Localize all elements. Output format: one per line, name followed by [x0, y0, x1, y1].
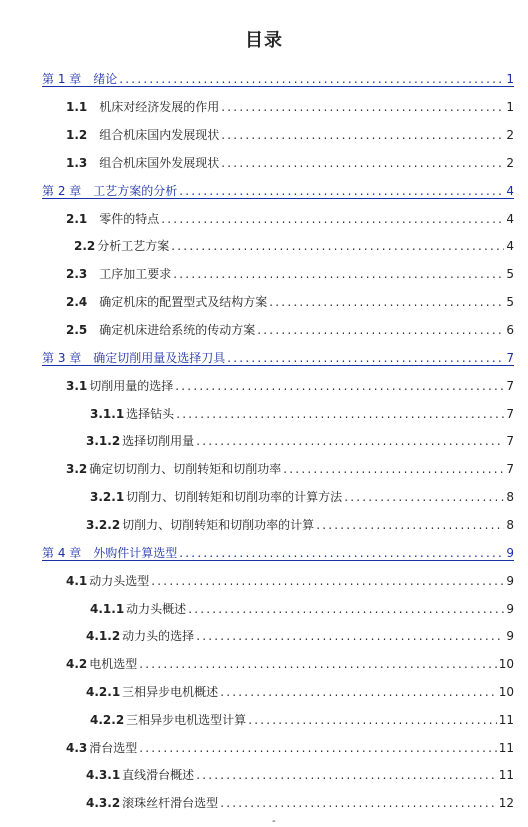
toc-page-number: 4	[506, 239, 514, 253]
toc-entry-title: 确定机床的配置型式及结构方案	[99, 295, 268, 309]
toc-entry-number: 4.3.2	[86, 796, 121, 810]
toc-entry-title: 外购件计算选型	[93, 546, 178, 560]
toc-entry[interactable]	[66, 735, 514, 755]
toc-entry-number: 2.3	[66, 267, 88, 281]
toc-entry-title: 切削力、切削转矩和切削功率的计算	[122, 518, 315, 532]
toc-page-number: 8	[506, 518, 514, 532]
toc-dot-leader	[119, 72, 504, 86]
toc-entry-title: 三相异步电机概述	[122, 685, 219, 699]
toc-entry-title: 组合机床国内发展现状	[99, 128, 220, 142]
toc-dot-leader	[283, 462, 504, 476]
toc-entry-number: 4.1.1	[90, 602, 125, 616]
toc-entry-number: 1.2	[66, 128, 88, 142]
toc-entry[interactable]	[86, 623, 514, 643]
toc-entry-number: 3.1.1	[90, 407, 125, 421]
toc-page-number: 8	[506, 490, 514, 504]
toc-entry-title: 零件的特点	[99, 212, 160, 226]
toc-entry-number: 3.1.2	[86, 434, 121, 448]
toc-entry[interactable]	[66, 150, 514, 170]
toc-chapter-link[interactable]	[42, 178, 514, 199]
toc-entry[interactable]	[66, 289, 514, 309]
toc-page-number: 12	[498, 796, 514, 810]
toc-entry[interactable]	[86, 428, 514, 448]
toc-page-number: 10	[498, 657, 514, 671]
toc-entry-number: 4.3	[66, 741, 88, 755]
toc-page-number: 7	[506, 351, 514, 365]
toc-dot-leader	[176, 407, 504, 421]
toc-page-number: 1	[506, 72, 514, 86]
toc-page-number: 5	[506, 295, 514, 309]
toc-dot-leader	[196, 629, 504, 643]
toc-entry[interactable]	[66, 651, 514, 671]
toc-dot-leader	[196, 434, 504, 448]
toc-page-number: 11	[498, 713, 514, 727]
toc-entry[interactable]	[66, 261, 514, 281]
toc-entry-title: 三相异步电机选型计算	[126, 713, 247, 727]
toc-entry[interactable]	[90, 596, 514, 616]
toc-dot-leader	[151, 574, 504, 588]
toc-entry-title: 直线滑台概述	[122, 768, 195, 782]
toc-entry[interactable]	[90, 401, 514, 421]
toc-entry-number: 4.1.2	[86, 629, 121, 643]
toc-entry-number: 3.2	[66, 462, 88, 476]
toc-entry-title: 工序加工要求	[99, 267, 172, 281]
toc-entry[interactable]	[66, 122, 514, 142]
toc-entry-title: 分析工艺方案	[97, 239, 170, 253]
toc-entry[interactable]	[66, 317, 514, 337]
toc-entry-title: 动力头选型	[89, 574, 150, 588]
page-footer-mark: -	[272, 816, 276, 827]
toc-page-number: 5	[506, 267, 514, 281]
toc-page-number: 7	[506, 379, 514, 393]
toc-entry-title: 切削力、切削转矩和切削功率的计算方法	[126, 490, 343, 504]
toc-page-number: 7	[506, 434, 514, 448]
toc-entry-number: 2.1	[66, 212, 88, 226]
toc-dot-leader	[161, 212, 504, 226]
toc-entry[interactable]	[74, 233, 514, 253]
toc-dot-leader	[220, 796, 497, 810]
toc-dot-leader	[220, 685, 497, 699]
toc-entry-title: 机床对经济发展的作用	[99, 100, 220, 114]
toc-entry-number: 第 2 章	[42, 184, 82, 198]
toc-page-number: 4	[506, 184, 514, 198]
toc-page-number: 9	[506, 546, 514, 560]
toc-page-number: 9	[506, 602, 514, 616]
toc-entry[interactable]	[86, 762, 514, 782]
toc-entry-number: 2.5	[66, 323, 88, 337]
toc-entry-number: 第 3 章	[42, 351, 82, 365]
toc-entry-number: 4.2.2	[90, 713, 125, 727]
toc-page-number: 4	[506, 212, 514, 226]
toc-entry[interactable]	[66, 568, 514, 588]
toc-entry-number: 3.1	[66, 379, 88, 393]
toc-dot-leader	[139, 657, 496, 671]
toc-entry-title: 工艺方案的分析	[93, 184, 178, 198]
toc-chapter-link[interactable]	[42, 540, 514, 561]
toc-entry-number: 3.2.2	[86, 518, 121, 532]
toc-dot-leader	[179, 184, 504, 198]
toc-entry[interactable]	[86, 512, 514, 532]
toc-entry-number: 2.4	[66, 295, 88, 309]
toc-entry-number: 4.1	[66, 574, 88, 588]
toc-page-number: 9	[506, 574, 514, 588]
toc-chapter-link[interactable]	[42, 345, 514, 366]
toc-dot-leader	[344, 490, 504, 504]
toc-page-number: 2	[506, 156, 514, 170]
toc-page-number: 9	[506, 629, 514, 643]
toc-entry-title: 组合机床国外发展现状	[99, 156, 220, 170]
toc-entry-title: 切削用量的选择	[89, 379, 174, 393]
toc-entry[interactable]	[86, 679, 514, 699]
toc-entry-number: 3.2.1	[90, 490, 125, 504]
toc-dot-leader	[175, 379, 504, 393]
toc-entry-number: 第 1 章	[42, 72, 82, 86]
toc-entry-title: 动力头的选择	[122, 629, 195, 643]
toc-entry-title: 确定机床进给系统的传动方案	[99, 323, 256, 337]
toc-dot-leader	[248, 713, 497, 727]
toc-page-number: 6	[506, 323, 514, 337]
toc-entry-number: 4.2	[66, 657, 88, 671]
toc-dot-leader	[173, 267, 504, 281]
toc-dot-leader	[196, 768, 497, 782]
toc-entry-number: 1.3	[66, 156, 88, 170]
toc-entry-title: 确定切削用量及选择刀具	[93, 351, 226, 365]
toc-dot-leader	[316, 518, 504, 532]
toc-dot-leader	[221, 156, 504, 170]
toc-page-number: 11	[498, 768, 514, 782]
toc-entry-title: 选择钻头	[126, 407, 175, 421]
toc-page-number: 7	[506, 462, 514, 476]
toc-entry-title: 电机选型	[89, 657, 138, 671]
toc-entry-title: 滚珠丝杆滑台选型	[122, 796, 219, 810]
toc-entry-title: 滑台选型	[89, 741, 138, 755]
toc-entry[interactable]	[66, 373, 514, 393]
toc-dot-leader	[257, 323, 504, 337]
toc-dot-leader	[139, 741, 496, 755]
toc-page-number: 10	[498, 685, 514, 699]
toc-entry-number: 4.3.1	[86, 768, 121, 782]
toc-entry-title: 绪论	[93, 72, 118, 86]
page-title: 目录	[245, 30, 283, 51]
toc-entry-number: 第 4 章	[42, 546, 82, 560]
toc-entry-number: 2.2	[74, 239, 96, 253]
toc-entry-number: 4.2.1	[86, 685, 121, 699]
toc-page-number: 7	[506, 407, 514, 421]
toc-dot-leader	[188, 602, 504, 616]
toc-dot-leader	[221, 100, 504, 114]
toc-entry-title: 选择切削用量	[122, 434, 195, 448]
toc-entry-title: 动力头概述	[126, 602, 187, 616]
toc-entry[interactable]	[90, 484, 514, 504]
toc-page-number: 2	[506, 128, 514, 142]
toc-page-number: 11	[498, 741, 514, 755]
toc-dot-leader	[179, 546, 504, 560]
toc-entry-title: 确定切切削力、切削转矩和切削功率	[89, 462, 282, 476]
toc-dot-leader	[269, 295, 504, 309]
toc-entry-number: 1.1	[66, 100, 88, 114]
toc-dot-leader	[227, 351, 504, 365]
toc-entry[interactable]	[86, 790, 514, 810]
toc-dot-leader	[171, 239, 504, 253]
toc-entry[interactable]	[90, 707, 514, 727]
toc-dot-leader	[221, 128, 504, 142]
toc-page-number: 1	[506, 100, 514, 114]
toc-chapter-link[interactable]	[42, 66, 514, 87]
toc-entry[interactable]	[66, 456, 514, 476]
toc-entry[interactable]	[66, 206, 514, 226]
toc-entry[interactable]	[66, 94, 514, 114]
